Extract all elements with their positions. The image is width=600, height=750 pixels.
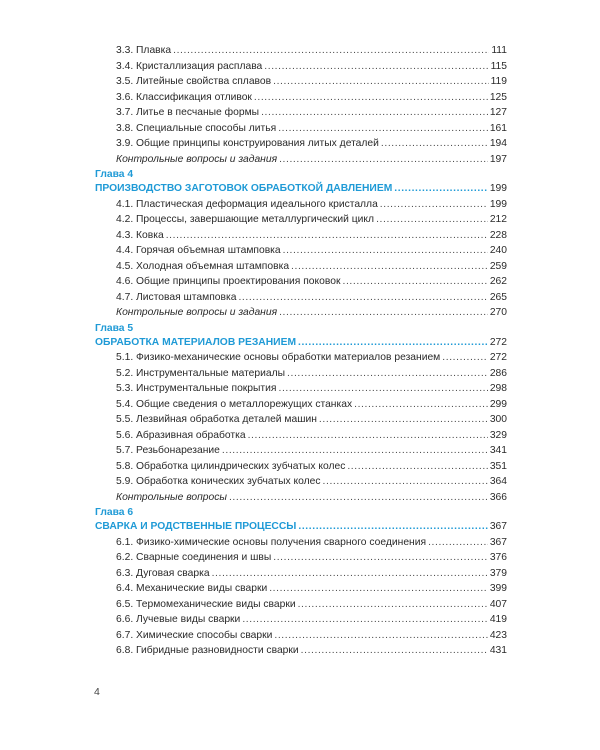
toc-entry[interactable]: [95, 213, 507, 229]
dot-leader: [212, 567, 488, 580]
entry-page: 399: [489, 583, 507, 594]
dot-leader: [380, 198, 488, 211]
toc-entry-control-questions[interactable]: [95, 491, 507, 507]
entry-page: 259: [489, 260, 507, 272]
toc-entry[interactable]: [95, 137, 507, 153]
entry-page: 366: [489, 491, 507, 503]
entry-label: 5.8. Обработка цилиндрических зубчатых колес: [116, 460, 346, 472]
entry-label: Контрольные вопросы и задания: [116, 153, 278, 165]
entry-label: 4.4. Горячая объемная штамповка: [116, 245, 281, 256]
dot-leader: [166, 229, 488, 242]
dot-leader: [229, 491, 488, 504]
toc-entry[interactable]: [95, 429, 507, 445]
entry-page: 407: [489, 598, 507, 610]
dot-leader: [173, 44, 489, 57]
chapter-title: СВАРКА И РОДСТВЕННЫЕ ПРОЦЕССЫ: [95, 521, 297, 532]
entry-label: 6.1. Физико-химические основы получения сварного соединения: [116, 536, 427, 548]
dot-leader: [273, 75, 488, 88]
dot-leader: [254, 91, 488, 104]
chapter-4: [95, 168, 507, 322]
entry-page: 341: [489, 445, 507, 456]
dot-leader: [354, 398, 488, 411]
entry-label: 4.6. Общие принципы проектирования поковок: [116, 276, 341, 287]
entry-label: 4.7. Листовая штамповка: [116, 291, 237, 303]
entry-label: 3.8. Специальные способы литья: [116, 122, 277, 134]
entry-page: 379: [489, 567, 507, 579]
entry-label: 6.4. Механические виды сварки: [116, 583, 268, 594]
toc-entry[interactable]: [95, 567, 507, 583]
toc-entry[interactable]: [95, 351, 507, 367]
toc-entry[interactable]: [95, 398, 507, 414]
toc-entry[interactable]: [95, 44, 507, 60]
entry-page: 199: [489, 198, 507, 210]
chapter-heading: Глава 6: [95, 507, 134, 518]
dot-leader: [319, 413, 488, 426]
toc-entry[interactable]: [95, 644, 507, 660]
dot-leader: [283, 244, 488, 257]
entry-page: 299: [489, 398, 507, 410]
entry-label: 3.7. Литье в песчаные формы: [116, 107, 260, 118]
toc-entry[interactable]: [95, 198, 507, 214]
dot-leader: [279, 306, 488, 319]
entry-label: 5.6. Абразивная обработка: [116, 429, 246, 441]
entry-page: 262: [489, 276, 507, 287]
toc-entry[interactable]: [95, 460, 507, 476]
entry-page: 125: [489, 91, 507, 103]
entry-label: 3.5. Литейные свойства сплавов: [116, 76, 272, 87]
entry-label: 6.7. Химические способы сварки: [116, 629, 273, 641]
dot-leader: [274, 629, 487, 642]
chapter-title-entry[interactable]: [95, 182, 507, 198]
dot-leader: [428, 536, 488, 549]
toc-entry[interactable]: [95, 106, 507, 122]
dot-leader: [238, 291, 487, 304]
entry-label: 3.9. Общие принципы конструирования литых деталей: [116, 138, 379, 149]
dot-leader: [342, 275, 487, 288]
toc-entry[interactable]: [95, 582, 507, 598]
toc-entry[interactable]: [95, 536, 507, 552]
entry-label: Контрольные вопросы и задания: [116, 307, 278, 318]
entry-page: 351: [489, 460, 507, 472]
entry-page: 111: [491, 45, 507, 56]
entry-label: 4.5. Холодная объемная штамповка: [116, 260, 290, 272]
entry-label: 6.3. Дуговая сварка: [116, 567, 210, 579]
chapter-heading: Глава 5: [95, 322, 134, 334]
dot-leader: [287, 367, 488, 380]
toc-entry[interactable]: [95, 244, 507, 260]
entry-page: 423: [489, 629, 507, 641]
entry-page: 228: [489, 229, 507, 241]
toc-entry[interactable]: [95, 629, 507, 645]
entry-label: 6.5. Термомеханические виды сварки: [116, 598, 296, 610]
chapter-title: ПРОИЗВОДСТВО ЗАГОТОВОК ОБРАБОТКОЙ ДАВЛЕНИЕМ: [95, 183, 393, 194]
toc-entry[interactable]: [95, 275, 507, 291]
entry-label: 5.1. Физико-механические основы обработки материалов резанием: [116, 352, 441, 363]
dot-leader: [298, 598, 488, 611]
toc-entry-control-questions[interactable]: [95, 306, 507, 322]
dot-leader: [298, 336, 488, 349]
entry-page: 197: [489, 153, 507, 165]
entry-page: 431: [489, 645, 507, 656]
toc-entry[interactable]: [95, 613, 507, 629]
dot-leader: [273, 551, 488, 564]
entry-page: 119: [490, 76, 507, 87]
chapter-5: [95, 322, 507, 507]
entry-page: 115: [490, 60, 507, 72]
entry-page: 286: [489, 367, 507, 379]
chapter-title: ОБРАБОТКА МАТЕРИАЛОВ РЕЗАНИЕМ: [95, 336, 297, 348]
entry-label: 4.3. Ковка: [116, 229, 164, 241]
entry-page: 270: [489, 307, 507, 318]
toc-entry-control-questions[interactable]: [95, 153, 507, 169]
entry-page: 300: [489, 414, 507, 425]
entry-label: 5.3. Инструментальные покрытия: [116, 383, 277, 394]
chapter-heading: Глава 4: [95, 169, 134, 180]
dot-leader: [301, 644, 488, 657]
toc-entry[interactable]: [95, 367, 507, 383]
dot-leader: [376, 213, 488, 226]
entry-page: 272: [489, 352, 507, 363]
dot-leader: [278, 122, 488, 135]
dot-leader: [242, 613, 488, 626]
entry-page: 272: [489, 336, 507, 348]
page-number: 4: [94, 686, 100, 698]
entry-page: 240: [489, 245, 507, 256]
dot-leader: [248, 429, 488, 442]
toc-entry[interactable]: [95, 60, 507, 76]
entry-page: 364: [489, 476, 507, 487]
entry-label: Контрольные вопросы: [116, 491, 227, 503]
entry-label: 4.2. Процессы, завершающие металлургический цикл: [116, 214, 375, 225]
entry-label: 3.3. Плавка: [116, 45, 172, 56]
dot-leader: [394, 182, 488, 195]
entry-page: 419: [489, 614, 507, 625]
toc-entry[interactable]: [95, 551, 507, 567]
toc-entry[interactable]: [95, 75, 507, 91]
entry-page: 376: [489, 552, 507, 563]
entry-page: 127: [489, 107, 507, 118]
toc-entry[interactable]: [95, 122, 507, 138]
dot-leader: [278, 382, 487, 395]
toc-entry[interactable]: [95, 598, 507, 614]
entry-page: 367: [489, 536, 507, 548]
chapter-title-entry[interactable]: [95, 336, 507, 352]
entry-label: 5.5. Лезвийная обработка деталей машин: [116, 414, 317, 425]
entry-page: 161: [489, 122, 507, 134]
entry-label: 5.7. Резьбонарезание: [116, 445, 220, 456]
toc-entry[interactable]: [95, 382, 507, 398]
dot-leader: [264, 60, 488, 73]
entry-page: 298: [489, 383, 507, 394]
entry-label: 5.2. Инструментальные материалы: [116, 367, 286, 379]
entry-page: 212: [489, 214, 507, 225]
chapter-title-entry[interactable]: [95, 520, 507, 536]
toc-entry[interactable]: [95, 413, 507, 429]
entry-page: 265: [489, 291, 507, 303]
toc-entry[interactable]: [95, 444, 507, 460]
toc-entry[interactable]: [95, 229, 507, 245]
chapter-6: [95, 506, 507, 660]
entry-page: 329: [489, 429, 507, 441]
table-of-contents: [95, 44, 507, 660]
entry-page: 199: [489, 183, 507, 194]
dot-leader: [222, 444, 488, 457]
toc-entry[interactable]: [95, 475, 507, 491]
dot-leader: [323, 475, 488, 488]
entry-label: 6.6. Лучевые виды сварки: [116, 614, 241, 625]
entry-label: 3.6. Классификация отливок: [116, 91, 252, 103]
entry-label: 3.4. Кристаллизация расплава: [116, 60, 263, 72]
toc-entry[interactable]: [95, 91, 507, 107]
entry-page: 194: [489, 138, 507, 149]
entry-label: 6.8. Гибридные разновидности сварки: [116, 645, 299, 656]
dot-leader: [298, 520, 487, 533]
toc-entry[interactable]: [95, 291, 507, 307]
dot-leader: [291, 260, 488, 273]
first-block: [95, 44, 507, 168]
dot-leader: [269, 582, 488, 595]
entry-label: 5.4. Общие сведения о металлорежущих станках: [116, 398, 353, 410]
dot-leader: [381, 137, 488, 150]
dot-leader: [347, 460, 487, 473]
dot-leader: [442, 351, 488, 364]
entry-label: 5.9. Обработка конических зубчатых колес: [116, 476, 321, 487]
dot-leader: [261, 106, 488, 119]
toc-entry[interactable]: [95, 260, 507, 276]
entry-label: 4.1. Пластическая деформация идеального кристалла: [116, 198, 378, 210]
entry-page: 367: [489, 521, 507, 532]
dot-leader: [279, 153, 488, 166]
entry-label: 6.2. Сварные соединения и швы: [116, 552, 272, 563]
